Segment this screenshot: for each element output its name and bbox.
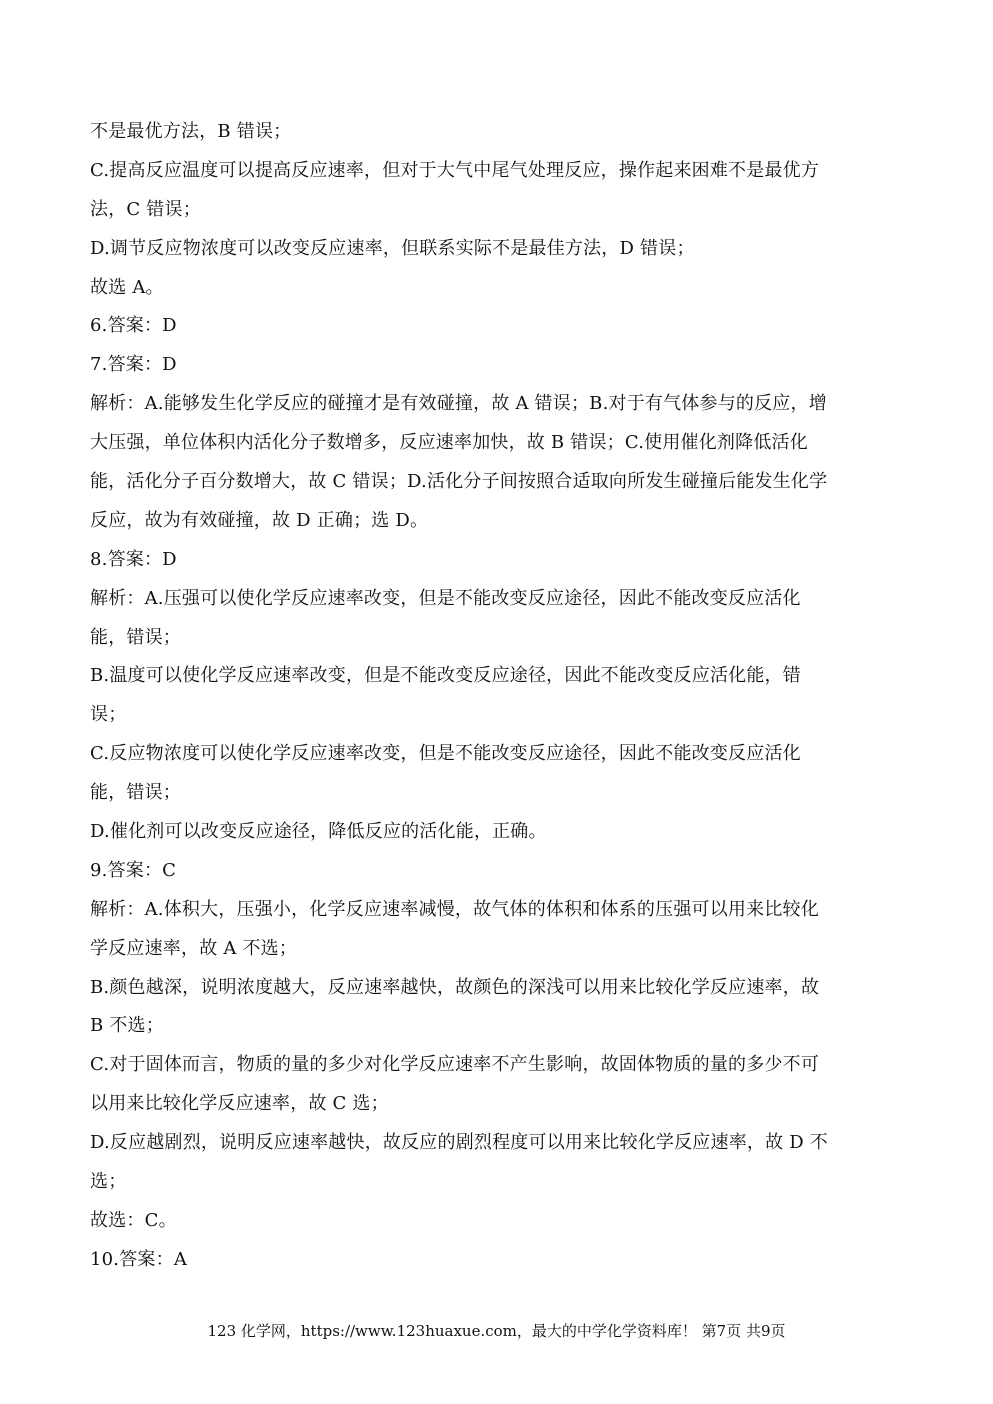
text-line: 不是最优方法，B 错误； <box>90 121 292 142</box>
text-line: 解析：A.压强可以使化学反应速率改变，但是不能改变反应途径，因此不能改变反应活化 <box>90 587 801 609</box>
text-line: C.反应物浓度可以使化学反应速率改变，但是不能改变反应途径，因此不能改变反应活化 <box>90 743 801 765</box>
text-line: 能，错误； <box>90 626 181 648</box>
text-line: 大压强，单位体积内活化分子数增多，反应速率加快，故 B 错误；C.使用催化剂降低活化 <box>90 432 808 454</box>
text-line: 选； <box>90 1171 127 1193</box>
text-line: D.调节反应物浓度可以改变反应速率，但联系实际不是最佳方法，D 错误； <box>90 237 695 259</box>
answer-8: 8.答案：D <box>90 548 177 570</box>
text-line: C.对于固体而言，物质的量的多少对化学反应速率不产生影响，故固体物质的量的多少不可 <box>90 1054 820 1076</box>
answer-10: 10.答案：A <box>90 1248 188 1270</box>
text-line: 解析：A.体积大，压强小，化学反应速率减慢，故气体的体积和体系的压强可以用来比较化 <box>90 898 819 920</box>
text-line: B 不选； <box>90 1015 164 1037</box>
answer-6: 6.答案：D <box>90 315 177 337</box>
text-line: 故选 A。 <box>90 276 164 298</box>
answer-9: 9.答案：C <box>90 859 177 881</box>
text-line: D.反应越剧烈，说明反应速率越快，故反应的剧烈程度可以用来比较化学反应速率，故 D 不 <box>90 1132 828 1154</box>
text-line: B.颜色越深，说明浓度越大，反应速率越快，故颜色的深浅可以用来比较化学反应速率，故 <box>90 976 820 998</box>
text-line: 反应，故为有效碰撞，故 D 正确；选 D。 <box>90 509 429 531</box>
answer-7: 7.答案：D <box>90 354 177 376</box>
text-line: 能，错误； <box>90 782 181 804</box>
text-line: 能，活化分子百分数增大，故 C 错误；D.活化分子间按照合适取向所发生碰撞后能发生化学 <box>90 471 828 493</box>
text-line: 学反应速率，故 A 不选； <box>90 937 298 959</box>
text-line: 法，C 错误； <box>90 198 201 220</box>
answer-explanations <box>90 113 896 1280</box>
text-line: C.提高反应温度可以提高反应速率，但对于大气中尾气处理反应，操作起来困难不是最优方 <box>90 159 820 181</box>
text-line: 解析：A.能够发生化学反应的碰撞才是有效碰撞，故 A 错误；B.对于有气体参与的反应，增 <box>90 393 827 415</box>
text-line: B.温度可以使化学反应速率改变，但是不能改变反应途径，因此不能改变反应活化能，错 <box>90 665 801 687</box>
text-line: 误； <box>90 704 127 726</box>
text-line: 故选：C。 <box>90 1209 177 1231</box>
text-line: 以用来比较化学反应速率，故 C 选； <box>90 1093 389 1115</box>
page-footer: 123 化学网，https://www.123huaxue.com，最大的中学化学资料库！ 第7页 共9页 <box>207 1322 786 1340</box>
text-line: D.催化剂可以改变反应途径，降低反应的活化能，正确。 <box>90 821 547 843</box>
